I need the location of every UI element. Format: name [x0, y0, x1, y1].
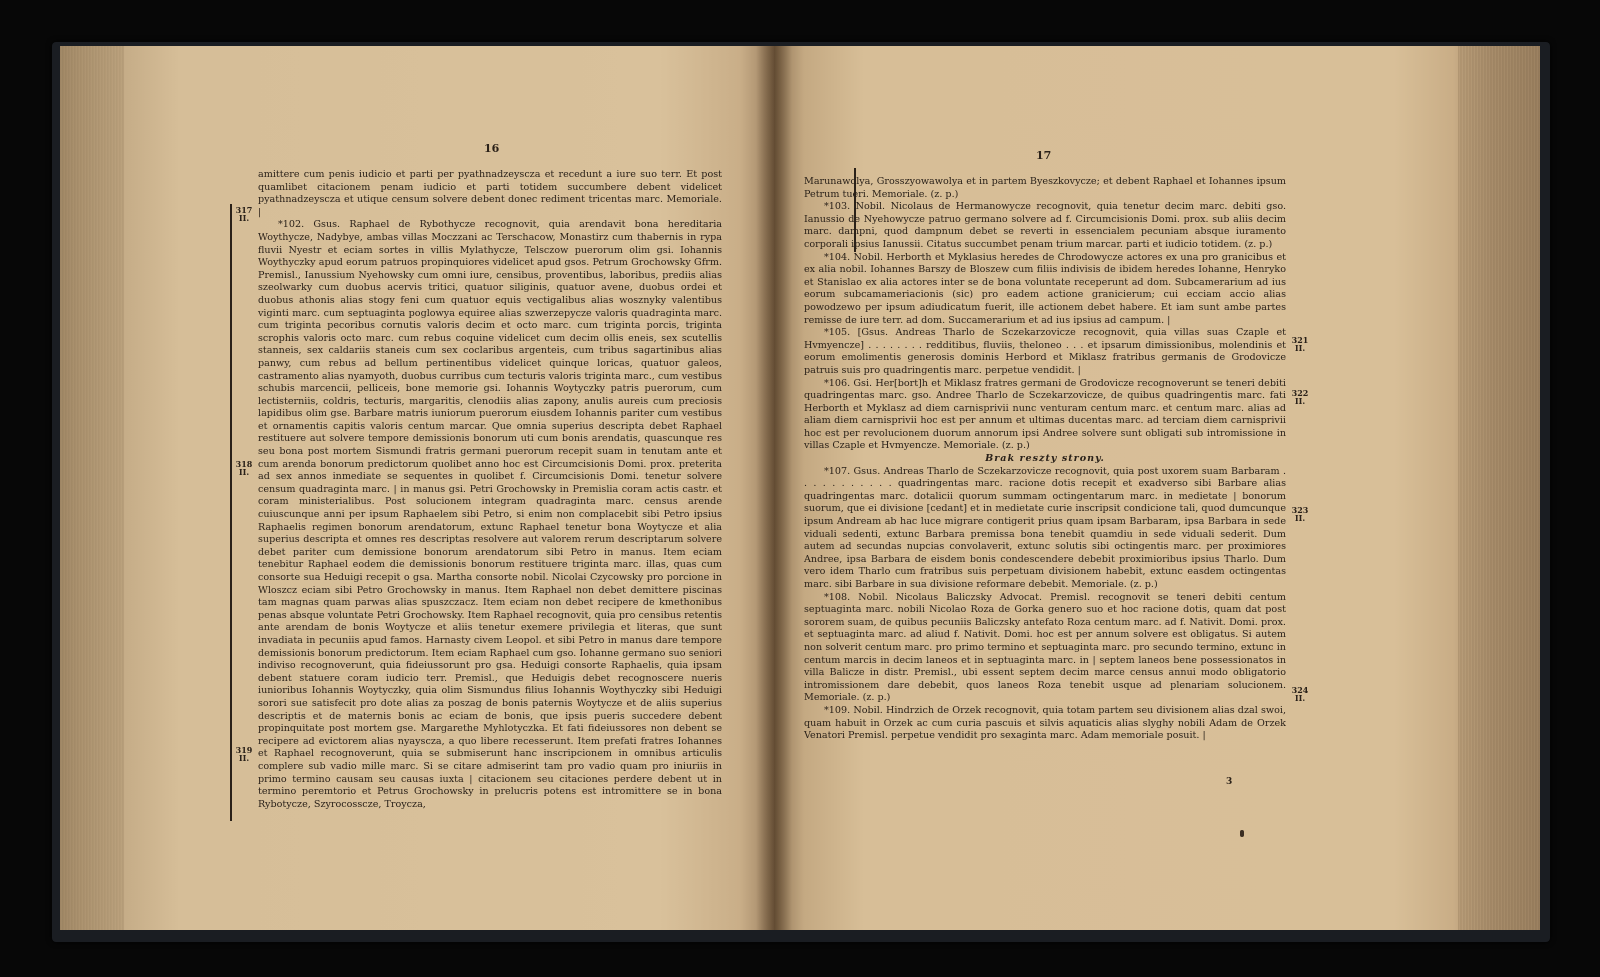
right-page [774, 46, 1540, 930]
left-paragraph: *102. Gsus. Raphael de Rybothycze recognovit, quia arendavit bona hereditaria Woythycze, Nadybye, ambas villas Moczzani ac Terschacow, Monastirz cum thabernis in rypa fluvii Nyestr et eciam sortes in villis Mylathycze, Telsczow puerorum olim gsi. Iohannis Woythyczky apud eorum patruos propinquiores videlicet apud gsos. Petrum Grochowsky Gfrm. Premisl., Ianussium Nyehowsky cum omni iure, censibus, proventibus, laboribus, prediis alias szeolwarky cum duobus acervis tritici, quatuor siliginis, quatuor avene, duobus ordei et duobus athonis alias stogy feni cum quatuor equis vectigalibus alias wosznyky valentibus viginti marc. cum septuaginta poglowya equiree alias szwerzepycze valoris quadraginta marc. cum triginta pecoribus cornutis valoris decim et octo marc. cum triginta porcis, triginta scrophis valoris octo marc. cum rebus coquine videlicet cum decim ollis eneis, sex scutellis stanneis, sex caldariis staneis cum sex coclaribus argenteis, cum tribus sagartinibus alias panwy, cum rebus ad bellum pertinentibus videlicet quinque loricas, quatuor galeos, castramento alias nyamyoth, duobus curribus cum tecturis valoris triginta marc., cum vestibus schubis marcencii, pelliceis, bone memorie gsi. Iohannis Woytyczky patris puerorum, cum lectisterniis, coldris, tecturis, margaritis, clenodiis alias zapony, anulis aureis cum preciosis lapidibus olim gse. Barbare matris iuniorum puerorum eiusdem Iohannis pariter cum vestibus et ornamentis capitis valoris centum marcar. Que omnia superius descripta debet Raphael restituere aut solvere tempore demissionis bonorum uti cum bonis arendatis, quascunque res seu bona post mortem Sismundi fratris germani puerorum recepit suam in tenutam ante et cum arenda bonorum predictorum quolibet anno hoc est Circumcisionis Domi. prox. preterita ad sex annos inmediate se sequentes in quolibet f. Circumcisionis Domi. tenetur solvere censum quadraginta marc. | in manus gsi. Petri Grochowsky in Premislia coram actis castr. et coram ministerialibus. Post solucionem integram quadraginta marc. census arende cuiuscunque anni per ipsum Raphaelem sibi Petro, si enim non complacebit sibi Petro ipsius Raphaelis regimen bonorum arendatorum, extunc Raphael tenetur bona Woytycze et alia superius descripta et omnes res descriptas resolvere aut valorem rerum descriptarum solvere debet pariter cum demissione bonorum arendatorum sibi Petro in manus. Item eciam tenebitur Raphael eodem die demissionis bonorum restituere triginta marc. illas, quas cum consorte sua Heduigi recepit o gsa. Martha consorte nobil. Nicolai Czycowsky pro porcione in Wloszcz eciam sibi Petro Grochowsky in manus. Item Raphael non debet demittere piscinas tam magnas quam parwas alias spuszczacz. Item eciam non debet recipere de kmethonibus penas absque voluntate Petri Grochowsky. Item Raphael recognovit, quia pro censibus retentis ante arendam de bonis Woytycze et aliis tenetur exemere privilegia et literas, que sunt invadiata in pecuniis apud famos. Harnasty civem Leopol. et sibi Petro in manus dare tempore demissionis bonorum predictorum. Item eciam Raphael cum gso. Iohanne germano suo seniori indiviso recognoverunt, quia fideiussorunt pro gsa. Heduigi consorte Raphaelis, quia ipsam debent statuere coram iudicio terr. Premisl., que Heduigis debet recognoscere nueris iunioribus Iohannis Woytyczky, quia olim Sismundus filius Iohannis Woythyczky sibi Heduigi sorori sue satisfecit pro dote alias za poszag de bonis paternis Woytycze et de aliis superius descriptis et de maternis bonis ac eciam de bonis, que ipsis pueris succedere debent propinquitate post mortem gse. Margarethe Myhlotyczka. Et fati fideiussores non debent se recipere ad evictorem alias nyayscza, a quo libere recesserunt. Item prefati fratres Iohannes et Raphael recognoverunt, quia se submiserunt hanc inscripcionem in omnibus articulis complere sub vadio mille marc. Si se citare admiserint tam pro vadio quam pro iniuriis in primo termino causam seu causas iuxta | citacionem seu citaciones perdere debent ut in termino peremtorio et Petrus Grochowsky in prelucris potens est intromittere se in bona Rybotycze, Szyrocosscze, Troycza, [258, 219, 722, 810]
margin-note-322: 322 II. [1291, 388, 1309, 406]
margin-note-323: 323 II. [1291, 505, 1309, 523]
right-paragraph: *103. Nobil. Nicolaus de Hermanowycze recognovit, quia tenetur decim marc. debiti gso. Ianussio de Nyehowycze patruo germano solvere ad f. Circumcisionis Domi. prox. sub aliis decim marc. dampni, quod dampnum debet se reverti in essencialem pecuniam absque iuramento corporali ipsius Ianussii. Citatus succumbet penam trium marcar. parti et iudicio totidem. (z. p.) [804, 201, 1286, 250]
signature-mark: 3 [1226, 777, 1233, 787]
right-paragraph: *107. Gsus. Andreas Tharlo de Sczekarzovicze recognovit, quia post uxorem suam Barbaram . . . . . . . . . . . quadringentas marc. racione dotis recepit et exadverso sibi Barbare alias quadringentas marc. dotalicii quorum summam octingentarum marc. in medietate | bonorum suorum, que ei divisione [cedant] et in medietate curie inscripsit condicione tali, quod dumcunque ipsum Andream ab hac luce migrare contigerit prius quam ipsam Barbaram, ipsa Barbara in sede viduali sedenti, extunc Barbara premissa bona tenebit quamdiu in sede viduali sederit. Dum autem ad secundas nupcias convolaverit, extunc solutis sibi octingentis marc. per proximiores Andree, ipsa Barbara de eisdem bonis condescendere debebit proximioribus ipsius Tharlo. Dum vero idem Tharlo cum fratribus suis perpetuam divisionem habebit, extunc easdem octingentas marc. sibi Barbare in sua divisione reformare debebit. Memoriale. (z. p.) [804, 465, 1286, 590]
left-page-number: 16 [484, 142, 500, 155]
left-margin-rule [230, 204, 232, 821]
right-paragraph: *108. Nobil. Nicolaus Baliczsky Advocat. Premisl. recognovit se teneri debiti centum septuaginta marc. nobili Nicolao Roza de Gorka genero suo et hoc racione dotis, quam dat post sororem suam, de quibus pecuniis Baliczsky antefato Roza centum marc. ad f. Nativit. Domi. prox. et septuaginta marc. ad aliud f. Nativit. Domi. hoc est per annum solvere est obligatus. Si autem non solverit centum marc. pro primo termino et septuaginta marc. pro secundo termino, extunc in centum marcis in decim laneos et in septuaginta marc. in | septem laneos bene possessionatos in villa Balicze in distr. Premisl., ubi essent septem decim marce census annui modo obligatorio intromissionem dare debebit, quos laneos Roza tenebit usque ad plenariam solucionem. Memoriale. (z. p.) [804, 591, 1286, 704]
margin-note-321: 321 II. [1291, 335, 1309, 353]
book-gutter [756, 46, 792, 930]
right-page-text [804, 176, 1286, 743]
left-page-text [258, 169, 722, 811]
margin-note-318: 318 II. [235, 459, 253, 477]
open-book [60, 46, 1540, 930]
right-page-number: 17 [1036, 149, 1052, 162]
right-paragraph: *105. [Gsus. Andreas Tharlo de Sczekarzovicze recognovit, quia villas suas Czaple et Hvmyencze] . . . . . . . . redditibus, fluviis, theloneo . . . et ipsarum dimissionibus, molendinis et eorum emolimentis generosis dominis Herbord et Miklasz fratribus germanis de Grodovicze patruis suis pro quadringentis marc. perpetue vendidit. | [804, 327, 1286, 376]
right-paragraph: *104. Nobil. Herborth et Myklasius heredes de Chrodowycze actores ex una pro granicibus et ex alia nobil. Iohannes Barszy de Bloszew cum filiis indivisis de ibidem heredes Iohanne, Henryko et Stanislao ex alia actores inter se de bona voluntate receperunt ad dom. Subcamerarium ad ius eorum subcamameriacionis (sic) pro eadem actione granicierum; cui ecciam accio alias powodzewo per ipsum adiudicatum fuerit, ille actionem debet habere. Et iam sunt ambe partes remisse de iure terr. ad dom. Succamerarium et ad ius ipsius ad campum. | [804, 251, 1286, 326]
margin-note-317: 317 II. [235, 205, 253, 223]
left-paragraph: amittere cum penis iudicio et parti per pyathnadzeyscza et recedunt a iure suo terr. Et post quamlibet citacionem penam iudicio et parti totidem succumbere debent videlicet pyathnadzeyscza et utique censum solvere debent donec rediment tricentas marc. Memoriale. | [258, 169, 722, 218]
right-paragraph: *106. Gsi. Her[bort]h et Miklasz fratres germani de Grodovicze recognoverunt se teneri debiti quadringentas marc. gso. Andree Tharlo de Sczekarzovicze, de quibus quadringentis marc. fati Herborth et Myklasz ad diem carnisprivii nunc venturam centum marc. et centum marc. alias ad aliam diem carnisprivii hoc est per annum et ultimas ducentas marc. ad terciam diem carnisprivii hoc est per revolucionem duorum annorum ipsi Andree solvere sunt obligati sub intromissione in villas Czaple et Hvmyencze. Memoriale. (z. p.) [804, 377, 1286, 452]
margin-note-319: 319 II. [235, 745, 253, 763]
margin-note-324: 324 II. [1291, 685, 1309, 703]
right-paragraph: *109. Nobil. Hindrzich de Orzek recognovit, quia totam partem seu divisionem alias dzal swoi, quam habuit in Orzek ac cum curia pascuis et silvis aquaticis alias slyghy nobili Adam de Orzek Venatori Premisl. perpetue vendidit pro sexaginta marc. Adam memoriale posuit. | [804, 704, 1286, 742]
ink-spot [1240, 830, 1244, 837]
left-page [60, 46, 774, 930]
right-paragraph: Marunawolya, Grosszyowawolya et in partem Byeszkovycze; et debent Raphael et Iohannes ipsum Petrum tueri. Memoriale. (z. p.) [804, 176, 1286, 200]
right-page-edges [1458, 46, 1540, 930]
missing-page-note: Brak reszty strony. [985, 453, 1105, 465]
left-page-edges [60, 46, 124, 930]
